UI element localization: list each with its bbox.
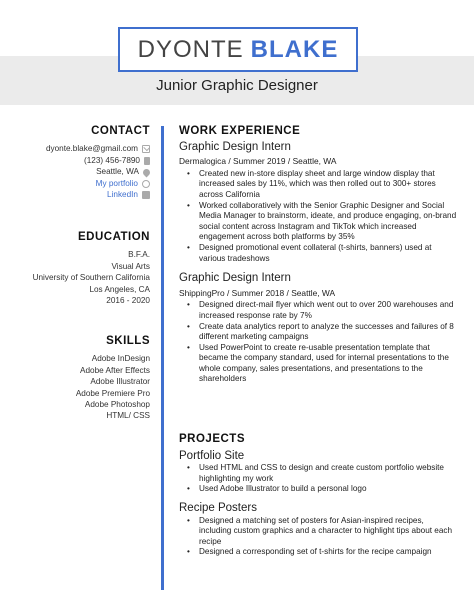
contact-portfolio-row: [0, 178, 150, 190]
work-experience-heading: WORK EXPERIENCE: [179, 125, 301, 137]
education-major: Visual Arts: [111, 261, 150, 271]
list-item: • Designed a corresponding set of t-shirts for the recipe campaign: [179, 547, 457, 558]
skill-item: Adobe Illustrator: [90, 377, 150, 387]
project-title: Recipe Posters: [179, 501, 257, 514]
contact-heading: CONTACT: [91, 125, 150, 137]
globe-icon: [142, 180, 150, 188]
contact-phone: (123) 456-7890: [84, 155, 140, 165]
education-school: University of Southern California: [32, 273, 150, 283]
linkedin-link[interactable]: LinkedIn: [107, 190, 138, 200]
job-role: Graphic Design Intern: [179, 272, 291, 285]
education-city: Los Angeles, CA: [89, 284, 150, 294]
list-item: • Used PowerPoint to create re-usable presentation template that became the company standard, used for internal presentations to the whole company, sales presentations, and presentations to the shareholders: [179, 343, 457, 385]
skill-item: HTML/ CSS: [106, 411, 150, 421]
contact-linkedin-row: [0, 189, 150, 201]
contact-email[interactable]: dyonte.blake@gmail.com: [45, 144, 138, 154]
skill-item: Adobe Premiere Pro: [75, 388, 150, 398]
education-degree: B.F.A.: [128, 250, 150, 260]
job-meta: ShippingPro / Summer 2018 / Seattle, WA: [179, 287, 336, 298]
contact-email-row: [0, 143, 150, 155]
projects-heading: PROJECTS: [179, 433, 245, 445]
project-title: Portfolio Site: [179, 449, 245, 462]
job-title: Junior Graphic Designer: [156, 77, 318, 94]
contact-phone-row: [0, 155, 150, 167]
portfolio-link[interactable]: My portfolio: [95, 178, 138, 188]
list-item: • Create data analytics report to analyze the successes and failures of 8 different marketing campaigns: [179, 322, 457, 343]
phone-icon: [144, 157, 150, 165]
skills-section: [0, 336, 150, 422]
mail-icon: [142, 145, 150, 153]
education-years: 2016 - 2020: [106, 296, 150, 306]
column-divider: [161, 126, 164, 590]
last-name: BLAKE: [250, 35, 339, 63]
skill-item: Adobe InDesign: [91, 354, 150, 364]
skill-item: Adobe After Effects: [80, 365, 150, 375]
job-bullets: [179, 300, 457, 385]
name-box: [118, 27, 358, 72]
skills-heading: SKILLS: [106, 335, 150, 347]
list-item: • Used HTML and CSS to design and create custom portfolio website highlighting my work: [179, 463, 457, 484]
first-name: DYONTE: [137, 35, 244, 63]
list-item: • Designed a matching set of posters for Asian-inspired recipes, including custom graphics and a character to highlight tips about each recipe: [179, 516, 457, 548]
contact-location: Seattle, WA: [96, 167, 139, 177]
job-role: Graphic Design Intern: [179, 140, 291, 153]
location-pin-icon: [142, 167, 152, 177]
project-bullets: [179, 516, 457, 558]
list-item: • Created new in-store display sheet and large window display that increased sales by 11%, which was then rolled out to 300+ stores across California: [179, 169, 457, 201]
list-item: • Worked collaboratively with the Senior Graphic Designer and Social Media Manager to brainstorm, ideate, and produce engaging, on-brand social content across Instagram and TikTok which increased engagement across both platforms by 35%: [179, 201, 457, 243]
list-item: • Used Adobe Illustrator to build a personal logo: [179, 484, 457, 495]
job-bullets: [179, 169, 457, 264]
project-bullets: [179, 463, 457, 495]
list-item: • Designed promotional event collateral (t-shirts, banners) used at various tradeshows: [179, 243, 457, 264]
list-item: • Designed direct-mail flyer which went out to over 200 warehouses and increased response rate by 7%: [179, 300, 457, 321]
education-section: [0, 232, 150, 306]
projects-section: [179, 434, 457, 558]
job-meta: Dermalogica / Summer 2019 / Seattle, WA: [179, 156, 337, 167]
contact-location-row: [0, 166, 150, 178]
linkedin-icon: [142, 191, 150, 199]
skill-item: Adobe Photoshop: [84, 400, 150, 410]
education-heading: EDUCATION: [77, 231, 150, 243]
contact-section: [0, 126, 150, 201]
work-experience-section: [179, 126, 457, 385]
